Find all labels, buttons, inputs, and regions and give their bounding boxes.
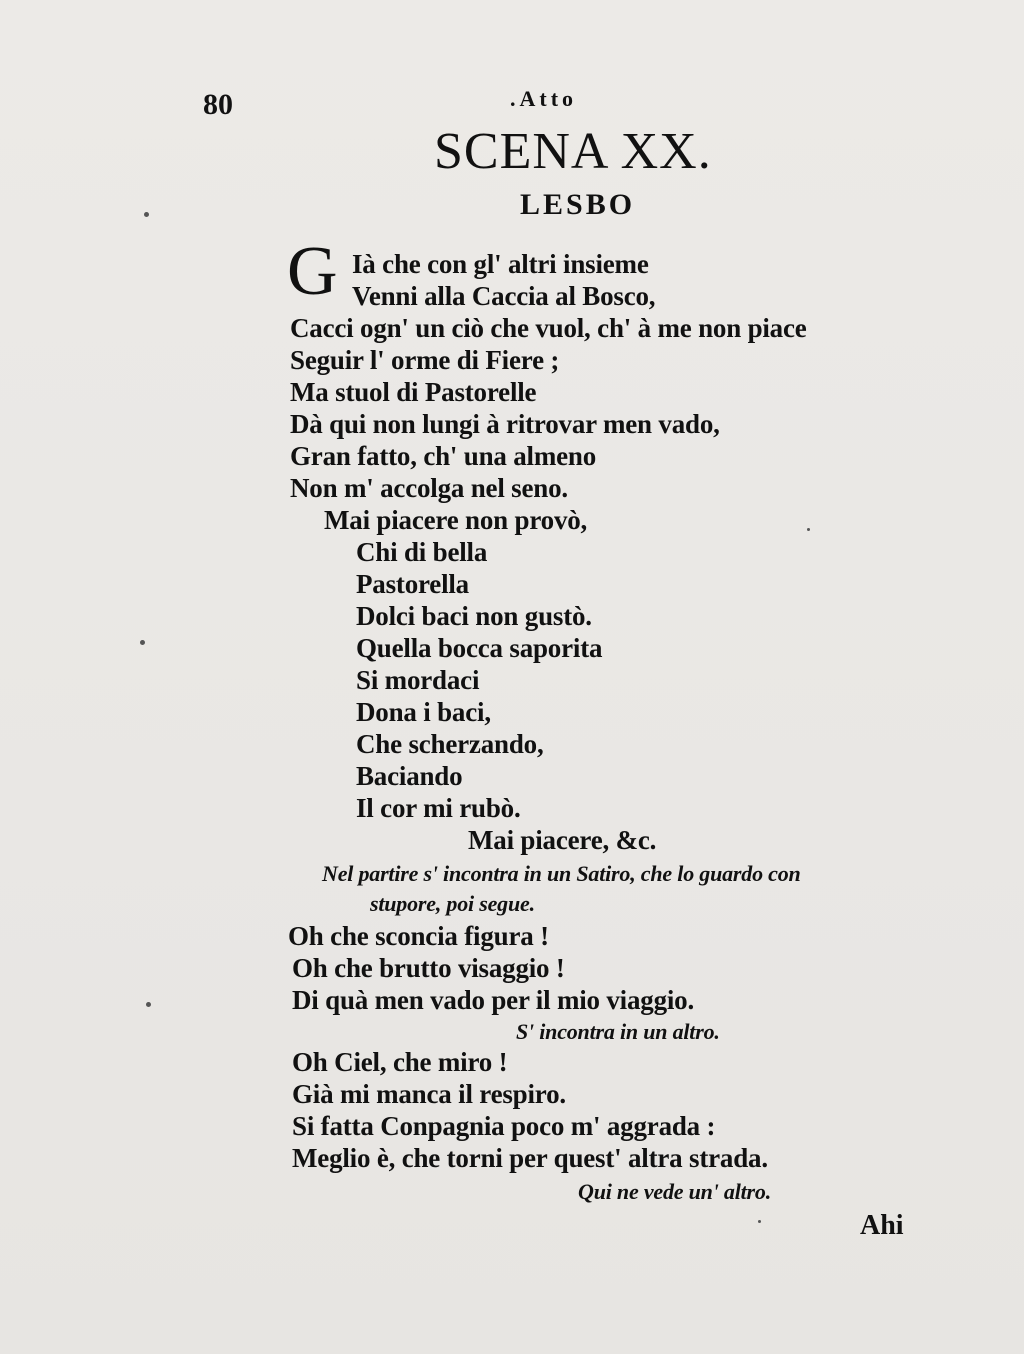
song-line: Dolci baci non gustò. — [356, 601, 592, 631]
ink-speck — [758, 1220, 761, 1223]
song-line: Dona i baci, — [356, 697, 491, 727]
stage-direction: S' incontra in un altro. — [516, 1019, 720, 1044]
verse-line: Ma stuol di Pastorelle — [290, 377, 537, 407]
song-line: Baciando — [356, 761, 463, 791]
song-line: Quella bocca saporita — [356, 633, 603, 663]
verse-line: Già mi manca il respiro. — [292, 1079, 566, 1109]
verse-line: Oh che sconcia figura ! — [288, 921, 549, 951]
stage-direction: Nel partire s' incontra in un Satiro, che lo guardo con — [322, 861, 801, 886]
verse-line: Venni alla Caccia al Bosco, — [352, 281, 656, 311]
song-line: Pastorella — [356, 569, 469, 599]
stage-direction: Qui ne vede un' altro. — [578, 1179, 771, 1204]
character-name: LESBO — [520, 188, 636, 221]
stage-direction: stupore, poi segue. — [370, 891, 535, 916]
verse-line: Ià che con gl' altri insieme — [352, 249, 649, 279]
verse-line: Non m' accolga nel seno. — [290, 473, 568, 503]
ink-speck — [140, 640, 145, 645]
drop-capital: G — [287, 233, 338, 310]
song-line: Il cor mi rubò. — [356, 793, 521, 823]
verse-line: Oh Ciel, che miro ! — [292, 1047, 508, 1077]
scene-title: SCENA XX. — [434, 123, 712, 180]
verse-line: Meglio è, che torni per quest' altra strada. — [292, 1143, 768, 1173]
song-line: Si mordaci — [356, 665, 480, 695]
verse-line: Gran fatto, ch' una almeno — [290, 441, 597, 471]
verse-line: Di quà men vado per il mio viaggio. — [292, 985, 695, 1015]
catchword: Ahi — [860, 1210, 904, 1241]
song-line: Mai piacere non provò, — [324, 505, 588, 535]
verse-line: Si fatta Conpagnia poco m' aggrada : — [292, 1111, 716, 1141]
running-head: .Atto — [510, 86, 578, 111]
song-line: Che scherzando, — [356, 729, 544, 759]
verse-line: Seguir l' orme di Fiere ; — [290, 345, 560, 375]
page-number: 80 — [203, 88, 233, 121]
ink-speck — [144, 212, 149, 217]
verse-line: Oh che brutto visaggio ! — [292, 953, 565, 983]
song-refrain: Mai piacere, &c. — [468, 825, 657, 855]
song-line: Chi di bella — [356, 537, 488, 567]
verse-line: Dà qui non lungi à ritrovar men vado, — [290, 409, 720, 439]
verse-line: Cacci ogn' un ciò che vuol, ch' à me non piace — [290, 313, 807, 343]
ink-speck — [807, 528, 810, 531]
ink-speck — [146, 1002, 151, 1007]
